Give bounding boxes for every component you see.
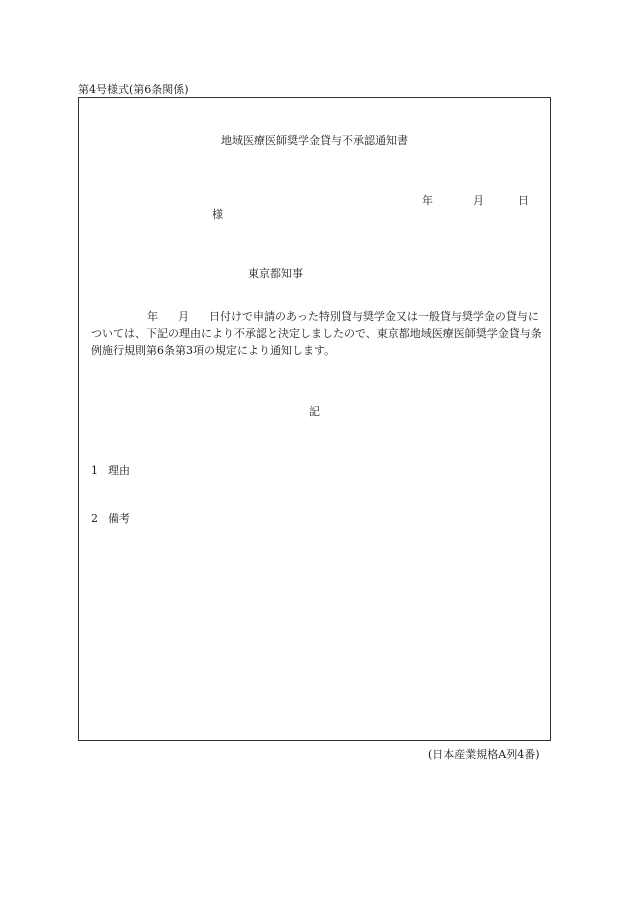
body-text: 日付けで申請のあった特別貸与奨学金又は一般貸与奨学金の貸与については、下記の理由により不承認と決定しましたので、東京都地域医療医師奨学金貸与条例施行規則第6条第3項の規定により通知します。 <box>91 310 542 357</box>
item-number: 2 <box>91 512 98 525</box>
body-month-label: 月 <box>178 310 189 323</box>
body-year-label: 年 <box>147 310 158 323</box>
notification-body <box>91 308 543 359</box>
issuer: 東京都知事 <box>248 267 303 280</box>
footer-note: (日本産業規格A列4番) <box>428 748 540 761</box>
date-year-label: 年 <box>422 194 433 207</box>
item-number: 1 <box>91 464 98 477</box>
addressee-suffix: 様 <box>212 208 223 221</box>
item-label: 備考 <box>108 512 130 525</box>
item-remarks <box>91 510 130 526</box>
item-reason <box>91 462 130 478</box>
ki-heading: 記 <box>309 405 320 418</box>
date-month-label: 月 <box>473 194 484 207</box>
form-label: 第4号様式(第6条関係) <box>78 83 189 96</box>
item-label: 理由 <box>108 464 130 477</box>
date-day-label: 日 <box>518 194 529 207</box>
document-title: 地域医療医師奨学金貸与不承認通知書 <box>221 134 408 147</box>
